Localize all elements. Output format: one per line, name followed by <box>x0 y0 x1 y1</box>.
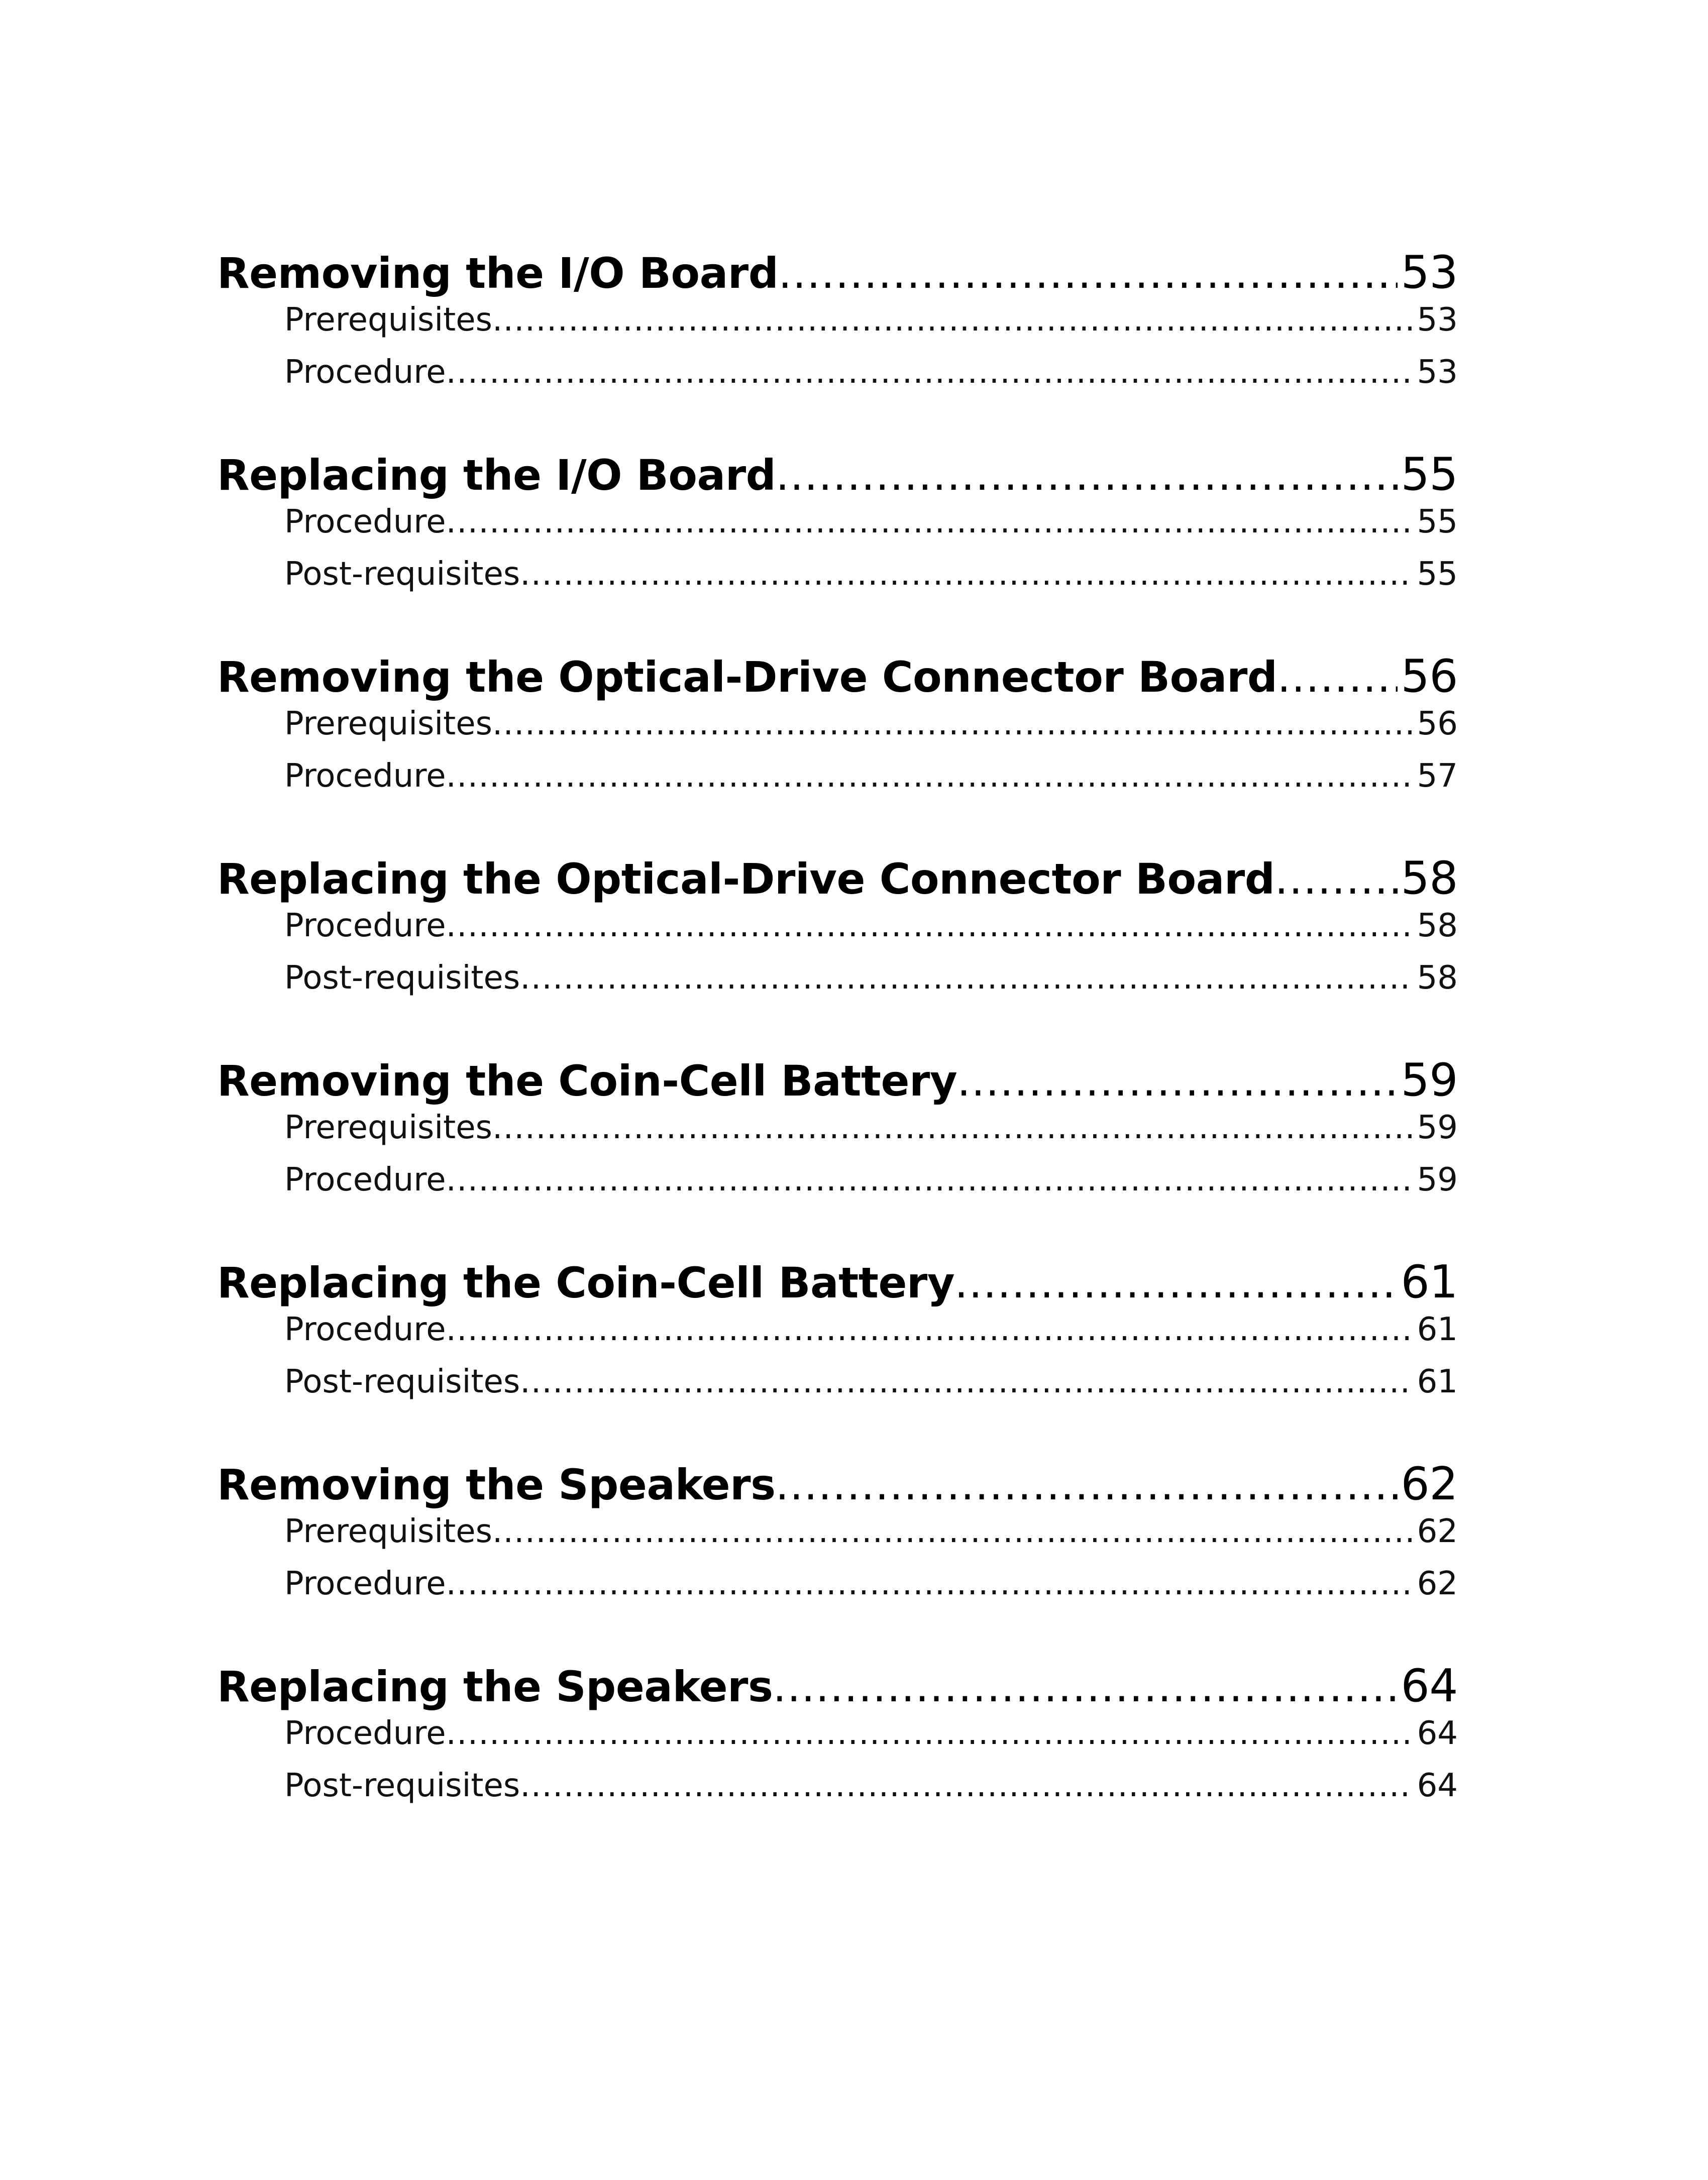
toc-subentry-label[interactable]: Procedure <box>284 1715 446 1752</box>
dot-leader <box>954 1258 1398 1307</box>
toc-subentry-label[interactable]: Prerequisites <box>284 1109 492 1146</box>
toc-entry-title[interactable]: Replacing the Optical-Drive Connector Board <box>217 854 1275 904</box>
toc-subentry[interactable] <box>284 354 1458 394</box>
toc-subentry-label[interactable]: Procedure <box>284 1311 446 1348</box>
dot-leader <box>776 451 1398 500</box>
toc-subentry-page[interactable]: 59 <box>1417 1109 1458 1146</box>
toc-entry-title[interactable]: Removing the Optical-Drive Connector Board <box>217 652 1277 702</box>
toc-entry-page[interactable]: 64 <box>1401 1660 1458 1712</box>
toc-subentry-page[interactable]: 64 <box>1417 1767 1458 1804</box>
toc-subentry[interactable] <box>284 1161 1458 1202</box>
toc-entry-page[interactable]: 53 <box>1401 246 1458 299</box>
dot-leader <box>446 354 1414 391</box>
dot-leader <box>492 1513 1414 1550</box>
toc-subentry[interactable] <box>284 1109 1458 1149</box>
toc-entry[interactable] <box>217 448 1458 508</box>
dot-leader <box>957 1056 1398 1106</box>
toc-subentry-page[interactable]: 62 <box>1417 1513 1458 1550</box>
dot-leader <box>492 301 1414 339</box>
toc-entry-page[interactable]: 59 <box>1401 1054 1458 1107</box>
toc-entry[interactable] <box>217 1256 1458 1316</box>
toc-entry[interactable] <box>217 650 1458 710</box>
toc-subentry-page[interactable]: 61 <box>1417 1363 1458 1400</box>
toc-subentry[interactable] <box>284 1311 1458 1351</box>
toc-entry-title[interactable]: Removing the Coin-Cell Battery <box>217 1056 957 1106</box>
toc-subentry[interactable] <box>284 1363 1458 1403</box>
dot-leader <box>1277 652 1398 702</box>
dot-leader <box>446 1565 1414 1602</box>
toc-subentry[interactable] <box>284 556 1458 596</box>
dot-leader <box>492 1109 1414 1146</box>
toc-subentry-page[interactable]: 59 <box>1417 1161 1458 1198</box>
toc-subentry-label[interactable]: Post-requisites <box>284 1363 520 1400</box>
dot-leader <box>446 757 1414 795</box>
toc-subentry-page[interactable]: 58 <box>1417 959 1458 997</box>
toc-entry[interactable] <box>217 1054 1458 1114</box>
dot-leader <box>492 705 1414 742</box>
dot-leader <box>446 907 1414 944</box>
toc-subentry-page[interactable]: 64 <box>1417 1715 1458 1752</box>
toc-subentry-label[interactable]: Procedure <box>284 354 446 391</box>
toc-subentry-label[interactable]: Procedure <box>284 907 446 944</box>
dot-leader <box>773 1662 1398 1711</box>
toc-subentry-page[interactable]: 56 <box>1417 705 1458 742</box>
dot-leader <box>446 1311 1414 1348</box>
toc-entry[interactable] <box>217 246 1458 306</box>
dot-leader <box>776 1460 1398 1509</box>
dot-leader <box>446 503 1414 540</box>
dot-leader <box>520 1767 1414 1804</box>
dot-leader <box>446 1715 1414 1752</box>
toc-subentry-page[interactable]: 53 <box>1417 354 1458 391</box>
toc-entry-title[interactable]: Replacing the Coin-Cell Battery <box>217 1258 955 1307</box>
toc-subentry[interactable] <box>284 907 1458 947</box>
toc-subentry-label[interactable]: Procedure <box>284 1565 446 1602</box>
toc-subentry-label[interactable]: Prerequisites <box>284 301 492 339</box>
toc-subentry-page[interactable]: 62 <box>1417 1565 1458 1602</box>
toc-subentry-label[interactable]: Post-requisites <box>284 959 520 997</box>
toc-subentry-label[interactable]: Procedure <box>284 757 446 795</box>
toc-entry-title[interactable]: Removing the Speakers <box>217 1460 776 1509</box>
toc-subentry[interactable] <box>284 301 1458 342</box>
toc-subentry[interactable] <box>284 1715 1458 1755</box>
toc-subentry-label[interactable]: Prerequisites <box>284 705 492 742</box>
toc-subentry-page[interactable]: 53 <box>1417 301 1458 339</box>
dot-leader <box>520 556 1414 593</box>
toc-subentry-page[interactable]: 61 <box>1417 1311 1458 1348</box>
toc-subentry-page[interactable]: 58 <box>1417 907 1458 944</box>
page-bottom-edge <box>0 2171 603 2180</box>
toc-subentry-label[interactable]: Procedure <box>284 1161 446 1198</box>
toc-subentry-label[interactable]: Post-requisites <box>284 556 520 593</box>
toc-subentry[interactable] <box>284 503 1458 543</box>
toc-subentry[interactable] <box>284 1565 1458 1605</box>
toc-subentry[interactable] <box>284 1767 1458 1807</box>
toc-subentry-page[interactable]: 55 <box>1417 556 1458 593</box>
dot-leader <box>1274 854 1398 904</box>
toc-entry[interactable] <box>217 852 1458 912</box>
toc-subentry-page[interactable]: 57 <box>1417 757 1458 795</box>
toc-subentry[interactable] <box>284 757 1458 798</box>
toc-entry-page[interactable]: 56 <box>1401 650 1458 703</box>
toc-subentry-label[interactable]: Prerequisites <box>284 1513 492 1550</box>
toc-subentry-label[interactable]: Procedure <box>284 503 446 540</box>
toc-entry-page[interactable]: 61 <box>1401 1256 1458 1309</box>
toc-entry-page[interactable]: 58 <box>1401 852 1458 905</box>
toc-entry-page[interactable]: 55 <box>1401 448 1458 501</box>
toc-entry[interactable] <box>217 1458 1458 1518</box>
toc-subentry[interactable] <box>284 705 1458 745</box>
toc-subentry-page[interactable]: 55 <box>1417 503 1458 540</box>
dot-leader <box>520 959 1414 997</box>
dot-leader <box>778 249 1398 298</box>
toc-subentry[interactable] <box>284 959 1458 1000</box>
toc-entry-title[interactable]: Removing the I/O Board <box>217 249 779 298</box>
dot-leader <box>446 1161 1414 1198</box>
dot-leader <box>520 1363 1414 1400</box>
toc-entry[interactable] <box>217 1660 1458 1720</box>
toc-subentry[interactable] <box>284 1513 1458 1553</box>
toc-subentry-label[interactable]: Post-requisites <box>284 1767 520 1804</box>
toc-entry-title[interactable]: Replacing the Speakers <box>217 1662 773 1711</box>
toc-entry-page[interactable]: 62 <box>1401 1458 1458 1510</box>
toc-entry-title[interactable]: Replacing the I/O Board <box>217 451 776 500</box>
